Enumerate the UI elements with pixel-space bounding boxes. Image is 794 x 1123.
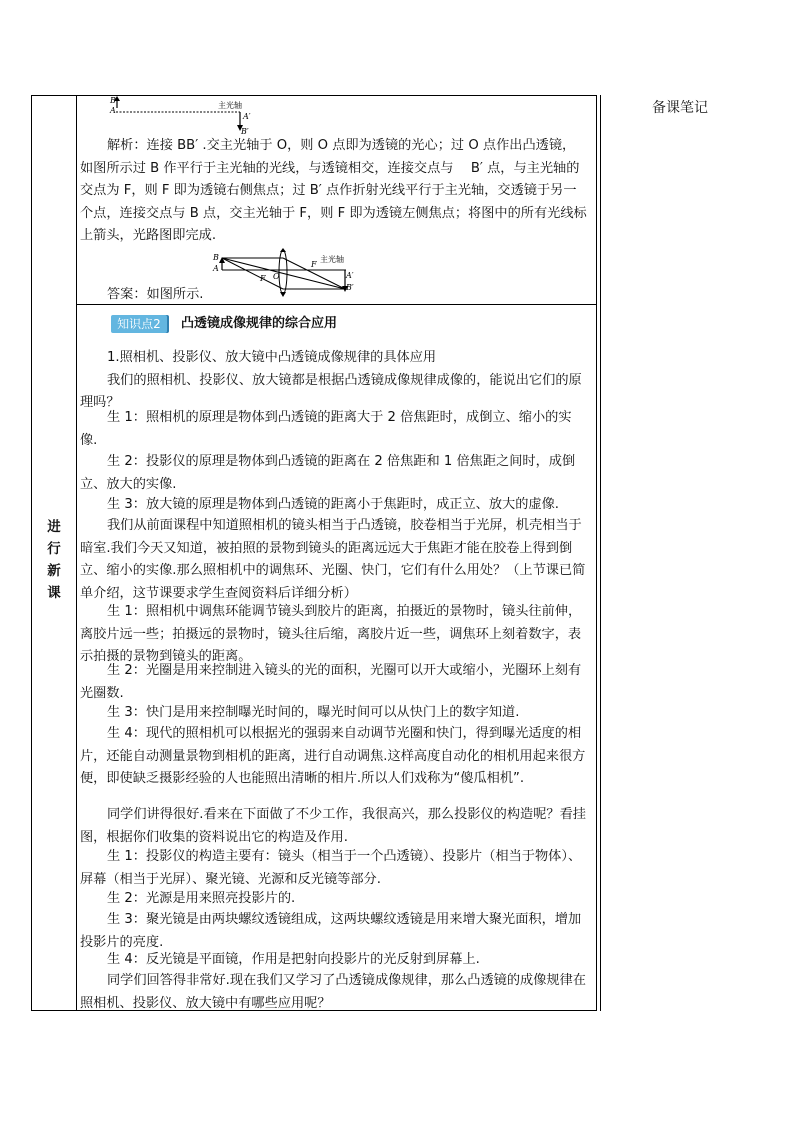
knowledge-point-badge: 知识点2 xyxy=(111,315,167,333)
paragraph: 我们从前面课程中知道照相机的镜头相当于凸透镜，胶卷相当于光屏，机壳相当于暗室.我们今天又知道，被拍照的景物到镜头的距离远远大于焦距才能在胶卷上得到倒立、缩小的实像.那么照相机中的调焦环、光圈、快门，它们有什么用处？（上节课已简单介绍，这节课要求学生查阅资料后详细分析） xyxy=(80,518,586,601)
paragraph: 生 1：照相机中调焦环能调节镜头到胶片的距离，拍摄近的景物时，镜头往前伸，离胶片远一些；拍摄远的景物时，镜头往后缩，离胶片近一些，调焦环上刻着数字，表示拍摄的景物到镜头的距离。 xyxy=(80,604,582,664)
focus-label-left: F xyxy=(260,274,266,283)
point-label-B: B xyxy=(213,253,219,262)
analysis-paragraph: 解析：连接 BB′ .交主光轴于 O，则 O 点即为透镜的光心；过 O 点作出凸透镜，如图所示过 B 作平行于主光轴的光线，与透镜相交，连接交点与 B′ 点，与主光轴的交点为 F，则 F 即为透镜右侧焦点；过 B′ 点作折射光线平行于主光轴，交透镜于另一个点，连接交点与 B 点，交主光轴于 F，则 F 即为透镜左侧焦点；将图中的所有光线标上箭头，光路图即完成. xyxy=(80,138,587,243)
axis-label: 主光轴 xyxy=(320,255,344,264)
paragraph: 同学们讲得很好.看来在下面做了不少工作，我很高兴，那么投影仪的构造呢？看挂图，根据你们收集的资料说出它的构造及作用. xyxy=(80,807,586,845)
point-label-Aprime: A′ xyxy=(243,112,251,121)
point-label-Bprime: B′ xyxy=(346,283,354,292)
paragraph: 同学们回答得非常好.现在我们又学习了凸透镜成像规律，那么凸透镜的成像规律在照相机、投影仪、放大镜中有哪些应用呢？ xyxy=(80,973,586,1011)
paragraph: 生 2：投影仪的原理是物体到凸透镜的距离在 2 倍焦距和 1 倍焦距之间时，成倒立、放大的实像. xyxy=(80,454,576,492)
point-label-A: A xyxy=(213,264,219,273)
point-label-B: B xyxy=(110,96,116,105)
center-label-O: O xyxy=(273,272,280,281)
section-label-char: 新 xyxy=(47,563,61,579)
focus-label-right: F xyxy=(311,260,317,269)
point-label-Aprime: A′ xyxy=(346,271,354,280)
axis-label: 主光轴 xyxy=(218,101,242,110)
section-label xyxy=(46,516,62,604)
notes-column-border xyxy=(600,95,601,1011)
paragraph: 生 4：现代的照相机可以根据光的强弱来自动调节光圈和快门，得到曝光适度的相片，还能自动测量景物到相机的距离，进行自动调焦.这样高度自动化的相机用起来很方便，即使缺乏摄影经验的人也能照出清晰的相片.所以人们戏称为“傻瓜相机”. xyxy=(80,726,586,786)
point-label-A: A xyxy=(110,106,116,115)
paragraph: 生 2：光源是用来照亮投影片的. xyxy=(107,891,296,906)
paragraph: 生 1：投影仪的构造主要有：镜头（相当于一个凸透镜）、投影片（相当于物体）、屏幕（相当于光屏）、聚光镜、光源和反光镜等部分. xyxy=(80,849,582,887)
paragraph: 生 3：快门是用来控制曝光时间的，曝光时间可以从快门上的数字知道. xyxy=(107,705,520,720)
paragraph: 生 2：光圈是用来控制进入镜头的光的面积，光圈可以开大或缩小，光圈环上刻有光圈数. xyxy=(80,663,582,701)
section-label-char: 行 xyxy=(47,541,61,557)
paragraph: 生 3：聚光镜是由两块螺纹透镜组成，这两块螺纹透镜是用来增大聚光面积，增加投影片的亮度. xyxy=(80,912,582,950)
lesson-notes-heading: 备课笔记 xyxy=(652,100,708,116)
section-column xyxy=(32,96,77,1010)
answer-line: 答案：如图所示. xyxy=(107,287,204,302)
section-label-char: 课 xyxy=(47,585,61,601)
paragraph: 生 1：照相机的原理是物体到凸透镜的距离大于 2 倍焦距时，成倒立、缩小的实像. xyxy=(80,410,572,448)
paragraph: 生 3：放大镜的原理是物体到凸透镜的距离小于焦距时，成正立、放大的虚像. xyxy=(107,497,559,512)
section-label-char: 进 xyxy=(47,519,61,535)
paragraph: 生 4：反光镜是平面镜，作用是把射向投影片的光反射到屏幕上. xyxy=(107,952,480,967)
light-path-diagram-original xyxy=(108,96,258,136)
paragraph: 1.照相机、投影仪、放大镜中凸透镜成像规律的具体应用 xyxy=(107,350,437,365)
paragraph: 我们的照相机、投影仪、放大镜都是根据凸透镜成像规律成像的，能说出它们的原理吗？ xyxy=(80,372,582,410)
point-label-Bprime: B′ xyxy=(241,127,249,136)
knowledge-point-title: 凸透镜成像规律的综合应用 xyxy=(181,316,338,331)
